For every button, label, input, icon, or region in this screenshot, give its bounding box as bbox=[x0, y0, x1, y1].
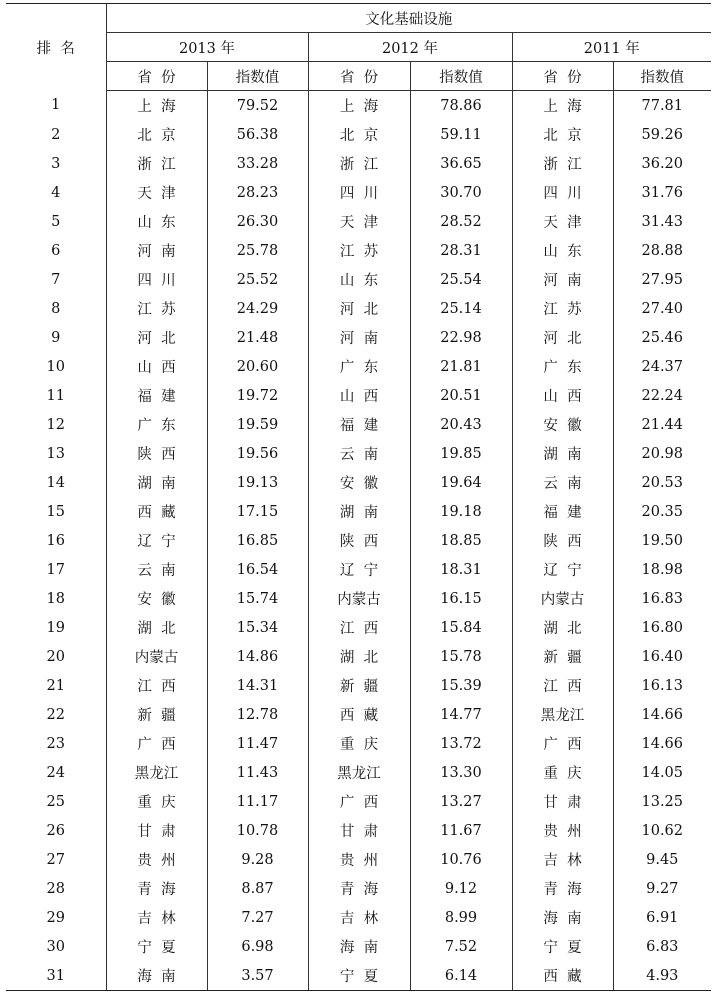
rank-cell: 1 bbox=[51, 97, 61, 114]
province-cell: 辽 宁 bbox=[308, 555, 410, 584]
year-header-2013: 2013 年 bbox=[106, 33, 308, 62]
province-cell: 山 西 bbox=[512, 381, 613, 410]
province-cell: 内蒙古 bbox=[308, 584, 410, 613]
rank-cell: 16 bbox=[46, 532, 65, 549]
rank-header: 排 名 bbox=[6, 4, 106, 91]
province-cell: 江 西 bbox=[512, 671, 613, 700]
province-cell: 福 建 bbox=[106, 381, 207, 410]
table-row bbox=[6, 439, 711, 468]
index-value-cell: 28.31 bbox=[410, 236, 512, 265]
table-row bbox=[6, 178, 711, 207]
index-value-cell: 16.13 bbox=[613, 671, 711, 700]
table-row bbox=[6, 265, 711, 294]
province-cell: 天 津 bbox=[308, 207, 410, 236]
table-row bbox=[6, 120, 711, 149]
province-cell: 浙 江 bbox=[106, 149, 207, 178]
province-cell: 山 东 bbox=[106, 207, 207, 236]
province-cell: 河 北 bbox=[512, 323, 613, 352]
index-value-cell: 31.76 bbox=[613, 178, 711, 207]
province-cell: 甘 肃 bbox=[106, 816, 207, 845]
index-value-cell: 15.84 bbox=[410, 613, 512, 642]
index-value-cell: 10.78 bbox=[207, 816, 308, 845]
index-value-cell: 14.66 bbox=[613, 729, 711, 758]
province-cell: 四 川 bbox=[106, 265, 207, 294]
index-value-cell: 20.98 bbox=[613, 439, 711, 468]
index-value-cell: 9.45 bbox=[613, 845, 711, 874]
table-row bbox=[6, 758, 711, 787]
province-cell: 黑龙江 bbox=[512, 700, 613, 729]
province-cell: 西 藏 bbox=[308, 700, 410, 729]
table-row bbox=[6, 903, 711, 932]
table-row bbox=[6, 816, 711, 845]
index-value-cell: 14.05 bbox=[613, 758, 711, 787]
index-value-cell: 28.88 bbox=[613, 236, 711, 265]
rank-cell: 3 bbox=[51, 155, 61, 172]
table-row bbox=[6, 555, 711, 584]
index-value-cell: 25.78 bbox=[207, 236, 308, 265]
index-value-cell: 3.57 bbox=[207, 961, 308, 991]
index-header: 指数值 bbox=[410, 62, 512, 91]
index-value-cell: 7.52 bbox=[410, 932, 512, 961]
group-title: 文化基础设施 bbox=[106, 4, 711, 33]
index-value-cell: 15.78 bbox=[410, 642, 512, 671]
index-value-cell: 16.54 bbox=[207, 555, 308, 584]
table-header bbox=[6, 4, 711, 91]
province-cell: 辽 宁 bbox=[106, 526, 207, 555]
index-value-cell: 13.25 bbox=[613, 787, 711, 816]
province-cell: 山 东 bbox=[512, 236, 613, 265]
year-header-2012: 2012 年 bbox=[308, 33, 512, 62]
province-cell: 宁 夏 bbox=[308, 961, 410, 991]
province-cell: 海 南 bbox=[308, 932, 410, 961]
rank-cell: 27 bbox=[46, 851, 65, 868]
province-cell: 海 南 bbox=[512, 903, 613, 932]
year-header-2011: 2011 年 bbox=[512, 33, 711, 62]
index-value-cell: 19.85 bbox=[410, 439, 512, 468]
rank-cell: 19 bbox=[46, 619, 65, 636]
rank-cell: 30 bbox=[46, 938, 65, 955]
index-value-cell: 11.43 bbox=[207, 758, 308, 787]
table-row bbox=[6, 410, 711, 439]
province-cell: 吉 林 bbox=[106, 903, 207, 932]
province-cell: 上 海 bbox=[308, 91, 410, 121]
province-cell: 福 建 bbox=[512, 497, 613, 526]
index-value-cell: 31.43 bbox=[613, 207, 711, 236]
index-value-cell: 28.23 bbox=[207, 178, 308, 207]
table-row bbox=[6, 497, 711, 526]
province-cell: 广 东 bbox=[512, 352, 613, 381]
table-row bbox=[6, 91, 711, 121]
index-value-cell: 14.77 bbox=[410, 700, 512, 729]
table-row bbox=[6, 526, 711, 555]
index-value-cell: 16.15 bbox=[410, 584, 512, 613]
province-cell: 云 南 bbox=[106, 555, 207, 584]
index-value-cell: 19.56 bbox=[207, 439, 308, 468]
province-cell: 广 西 bbox=[512, 729, 613, 758]
table-row bbox=[6, 671, 711, 700]
index-value-cell: 14.86 bbox=[207, 642, 308, 671]
province-cell: 河 北 bbox=[308, 294, 410, 323]
province-cell: 江 西 bbox=[106, 671, 207, 700]
index-value-cell: 13.72 bbox=[410, 729, 512, 758]
index-value-cell: 6.91 bbox=[613, 903, 711, 932]
province-cell: 湖 北 bbox=[512, 613, 613, 642]
province-cell: 云 南 bbox=[512, 468, 613, 497]
index-value-cell: 21.48 bbox=[207, 323, 308, 352]
index-value-cell: 16.40 bbox=[613, 642, 711, 671]
province-cell: 浙 江 bbox=[308, 149, 410, 178]
province-cell: 青 海 bbox=[512, 874, 613, 903]
index-value-cell: 22.98 bbox=[410, 323, 512, 352]
rank-cell: 21 bbox=[46, 677, 65, 694]
index-value-cell: 14.31 bbox=[207, 671, 308, 700]
index-value-cell: 6.98 bbox=[207, 932, 308, 961]
rank-cell: 14 bbox=[46, 474, 65, 491]
index-value-cell: 19.64 bbox=[410, 468, 512, 497]
index-value-cell: 16.85 bbox=[207, 526, 308, 555]
province-cell: 吉 林 bbox=[308, 903, 410, 932]
index-value-cell: 20.60 bbox=[207, 352, 308, 381]
index-value-cell: 15.39 bbox=[410, 671, 512, 700]
index-value-cell: 20.51 bbox=[410, 381, 512, 410]
province-cell: 海 南 bbox=[106, 961, 207, 991]
province-cell: 重 庆 bbox=[106, 787, 207, 816]
index-value-cell: 33.28 bbox=[207, 149, 308, 178]
province-cell: 江 西 bbox=[308, 613, 410, 642]
rank-cell: 17 bbox=[46, 561, 65, 578]
index-value-cell: 9.28 bbox=[207, 845, 308, 874]
province-cell: 江 苏 bbox=[106, 294, 207, 323]
table-row bbox=[6, 642, 711, 671]
table-row bbox=[6, 149, 711, 178]
province-cell: 福 建 bbox=[308, 410, 410, 439]
table-body bbox=[6, 91, 711, 991]
province-header: 省 份 bbox=[106, 62, 207, 91]
index-value-cell: 78.86 bbox=[410, 91, 512, 121]
index-value-cell: 18.98 bbox=[613, 555, 711, 584]
province-cell: 宁 夏 bbox=[106, 932, 207, 961]
index-value-cell: 18.85 bbox=[410, 526, 512, 555]
index-value-cell: 14.66 bbox=[613, 700, 711, 729]
rank-cell: 9 bbox=[51, 329, 61, 346]
province-cell: 天 津 bbox=[512, 207, 613, 236]
index-value-cell: 24.29 bbox=[207, 294, 308, 323]
index-value-cell: 19.59 bbox=[207, 410, 308, 439]
province-cell: 黑龙江 bbox=[308, 758, 410, 787]
province-cell: 新 疆 bbox=[308, 671, 410, 700]
table-row bbox=[6, 932, 711, 961]
table-row bbox=[6, 845, 711, 874]
rank-cell: 25 bbox=[46, 793, 65, 810]
province-cell: 新 疆 bbox=[512, 642, 613, 671]
province-cell: 四 川 bbox=[512, 178, 613, 207]
rank-cell: 8 bbox=[51, 300, 61, 317]
index-value-cell: 9.27 bbox=[613, 874, 711, 903]
province-cell: 湖 北 bbox=[106, 613, 207, 642]
index-value-cell: 8.87 bbox=[207, 874, 308, 903]
province-cell: 广 西 bbox=[106, 729, 207, 758]
province-cell: 湖 南 bbox=[512, 439, 613, 468]
index-value-cell: 15.74 bbox=[207, 584, 308, 613]
table-row bbox=[6, 294, 711, 323]
rank-cell: 7 bbox=[51, 271, 61, 288]
index-value-cell: 19.18 bbox=[410, 497, 512, 526]
index-value-cell: 79.52 bbox=[207, 91, 308, 121]
index-value-cell: 12.78 bbox=[207, 700, 308, 729]
province-cell: 辽 宁 bbox=[512, 555, 613, 584]
rank-cell: 11 bbox=[46, 387, 65, 404]
province-cell: 安 徽 bbox=[308, 468, 410, 497]
index-value-cell: 22.24 bbox=[613, 381, 711, 410]
province-cell: 甘 肃 bbox=[308, 816, 410, 845]
index-value-cell: 19.72 bbox=[207, 381, 308, 410]
table-row bbox=[6, 323, 711, 352]
rank-cell: 22 bbox=[46, 706, 65, 723]
index-value-cell: 6.83 bbox=[613, 932, 711, 961]
province-cell: 重 庆 bbox=[308, 729, 410, 758]
province-cell: 贵 州 bbox=[308, 845, 410, 874]
province-cell: 湖 北 bbox=[308, 642, 410, 671]
index-value-cell: 59.26 bbox=[613, 120, 711, 149]
province-cell: 天 津 bbox=[106, 178, 207, 207]
ranking-table bbox=[6, 3, 711, 991]
province-cell: 内蒙古 bbox=[512, 584, 613, 613]
table-row bbox=[6, 381, 711, 410]
index-value-cell: 36.65 bbox=[410, 149, 512, 178]
province-cell: 广 东 bbox=[308, 352, 410, 381]
rank-cell: 5 bbox=[51, 213, 61, 230]
province-cell: 安 徽 bbox=[106, 584, 207, 613]
province-cell: 河 北 bbox=[106, 323, 207, 352]
index-value-cell: 15.34 bbox=[207, 613, 308, 642]
index-value-cell: 10.62 bbox=[613, 816, 711, 845]
province-cell: 北 京 bbox=[512, 120, 613, 149]
index-value-cell: 56.38 bbox=[207, 120, 308, 149]
index-value-cell: 11.67 bbox=[410, 816, 512, 845]
rank-cell: 23 bbox=[46, 735, 65, 752]
index-header: 指数值 bbox=[207, 62, 308, 91]
index-value-cell: 26.30 bbox=[207, 207, 308, 236]
index-value-cell: 4.93 bbox=[613, 961, 711, 991]
index-value-cell: 11.17 bbox=[207, 787, 308, 816]
province-cell: 黑龙江 bbox=[106, 758, 207, 787]
index-value-cell: 18.31 bbox=[410, 555, 512, 584]
province-cell: 贵 州 bbox=[106, 845, 207, 874]
province-cell: 广 东 bbox=[106, 410, 207, 439]
rank-cell: 31 bbox=[6, 961, 106, 991]
province-cell: 安 徽 bbox=[512, 410, 613, 439]
rank-cell: 13 bbox=[46, 445, 65, 462]
index-value-cell: 28.52 bbox=[410, 207, 512, 236]
province-cell: 宁 夏 bbox=[512, 932, 613, 961]
province-cell: 上 海 bbox=[106, 91, 207, 121]
province-cell: 山 东 bbox=[308, 265, 410, 294]
table-row bbox=[6, 729, 711, 758]
province-cell: 青 海 bbox=[106, 874, 207, 903]
province-cell: 山 西 bbox=[308, 381, 410, 410]
index-value-cell: 7.27 bbox=[207, 903, 308, 932]
rank-cell: 29 bbox=[46, 909, 65, 926]
table-row bbox=[6, 207, 711, 236]
index-value-cell: 30.70 bbox=[410, 178, 512, 207]
table-row bbox=[6, 236, 711, 265]
index-value-cell: 11.47 bbox=[207, 729, 308, 758]
index-value-cell: 25.52 bbox=[207, 265, 308, 294]
rank-cell: 6 bbox=[51, 242, 61, 259]
rank-cell: 20 bbox=[46, 648, 65, 665]
index-value-cell: 59.11 bbox=[410, 120, 512, 149]
index-value-cell: 19.50 bbox=[613, 526, 711, 555]
index-value-cell: 10.76 bbox=[410, 845, 512, 874]
index-value-cell: 13.30 bbox=[410, 758, 512, 787]
rank-cell: 12 bbox=[46, 416, 65, 433]
province-cell: 西 藏 bbox=[106, 497, 207, 526]
index-value-cell: 20.53 bbox=[613, 468, 711, 497]
province-cell: 陕 西 bbox=[106, 439, 207, 468]
rank-cell: 24 bbox=[46, 764, 65, 781]
rank-cell: 28 bbox=[46, 880, 65, 897]
index-value-cell: 25.54 bbox=[410, 265, 512, 294]
province-cell: 内蒙古 bbox=[106, 642, 207, 671]
index-value-cell: 36.20 bbox=[613, 149, 711, 178]
table-row bbox=[6, 613, 711, 642]
province-cell: 陕 西 bbox=[512, 526, 613, 555]
index-value-cell: 21.44 bbox=[613, 410, 711, 439]
province-cell: 吉 林 bbox=[512, 845, 613, 874]
province-cell: 新 疆 bbox=[106, 700, 207, 729]
index-value-cell: 21.81 bbox=[410, 352, 512, 381]
province-cell: 甘 肃 bbox=[512, 787, 613, 816]
index-value-cell: 25.46 bbox=[613, 323, 711, 352]
index-header: 指数值 bbox=[613, 62, 711, 91]
index-value-cell: 9.12 bbox=[410, 874, 512, 903]
table-row bbox=[6, 584, 711, 613]
index-value-cell: 27.95 bbox=[613, 265, 711, 294]
index-value-cell: 13.27 bbox=[410, 787, 512, 816]
province-header: 省 份 bbox=[308, 62, 410, 91]
province-cell: 江 苏 bbox=[308, 236, 410, 265]
index-value-cell: 19.13 bbox=[207, 468, 308, 497]
index-value-cell: 77.81 bbox=[613, 91, 711, 121]
table-row bbox=[6, 468, 711, 497]
table-row bbox=[6, 874, 711, 903]
province-cell: 湖 南 bbox=[106, 468, 207, 497]
province-cell: 山 西 bbox=[106, 352, 207, 381]
province-cell: 河 南 bbox=[512, 265, 613, 294]
rank-cell: 2 bbox=[51, 126, 61, 143]
province-cell: 云 南 bbox=[308, 439, 410, 468]
province-cell: 青 海 bbox=[308, 874, 410, 903]
table-row bbox=[6, 961, 711, 991]
rank-cell: 15 bbox=[46, 503, 65, 520]
province-cell: 北 京 bbox=[106, 120, 207, 149]
province-cell: 陕 西 bbox=[308, 526, 410, 555]
province-header: 省 份 bbox=[512, 62, 613, 91]
province-cell: 河 南 bbox=[106, 236, 207, 265]
index-value-cell: 16.83 bbox=[613, 584, 711, 613]
table-row bbox=[6, 700, 711, 729]
province-cell: 湖 南 bbox=[308, 497, 410, 526]
index-value-cell: 24.37 bbox=[613, 352, 711, 381]
rank-cell: 4 bbox=[51, 184, 61, 201]
province-cell: 重 庆 bbox=[512, 758, 613, 787]
province-cell: 北 京 bbox=[308, 120, 410, 149]
rank-cell: 10 bbox=[46, 358, 65, 375]
province-cell: 贵 州 bbox=[512, 816, 613, 845]
index-value-cell: 27.40 bbox=[613, 294, 711, 323]
index-value-cell: 6.14 bbox=[410, 961, 512, 991]
rank-cell: 26 bbox=[46, 822, 65, 839]
index-value-cell: 20.43 bbox=[410, 410, 512, 439]
province-cell: 广 西 bbox=[308, 787, 410, 816]
province-cell: 河 南 bbox=[308, 323, 410, 352]
province-cell: 四 川 bbox=[308, 178, 410, 207]
index-value-cell: 16.80 bbox=[613, 613, 711, 642]
index-value-cell: 8.99 bbox=[410, 903, 512, 932]
index-value-cell: 17.15 bbox=[207, 497, 308, 526]
index-value-cell: 20.35 bbox=[613, 497, 711, 526]
table-row bbox=[6, 787, 711, 816]
index-value-cell: 25.14 bbox=[410, 294, 512, 323]
province-cell: 上 海 bbox=[512, 91, 613, 121]
rank-cell: 18 bbox=[46, 590, 65, 607]
province-cell: 江 苏 bbox=[512, 294, 613, 323]
province-cell: 西 藏 bbox=[512, 961, 613, 991]
table-row bbox=[6, 352, 711, 381]
province-cell: 浙 江 bbox=[512, 149, 613, 178]
